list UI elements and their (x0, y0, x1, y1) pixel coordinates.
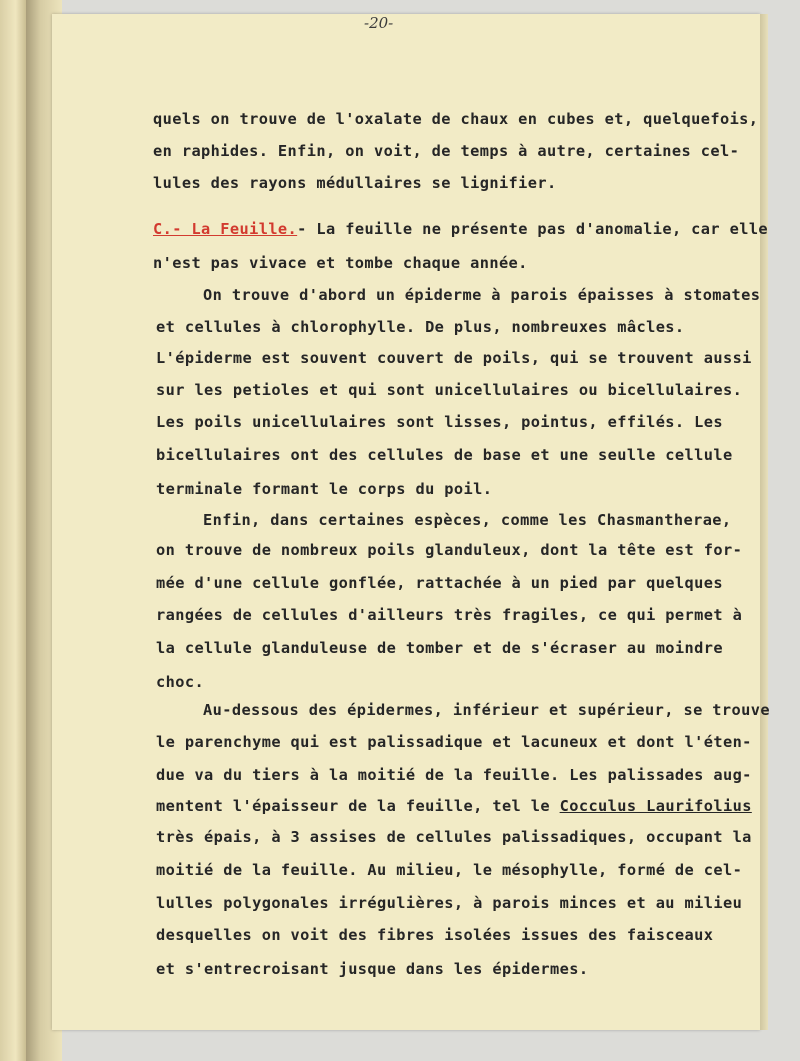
text-line: la cellule glanduleuse de tomber et de s'écraser au moindre (156, 639, 723, 657)
text-line-with-species (156, 797, 752, 815)
text-line: choc. (156, 673, 205, 691)
text-line: rangées de cellules d'ailleurs très fragiles, ce qui permet à (156, 606, 743, 624)
text-line: Au-dessous des épidermes, inférieur et supérieur, se trouve (203, 701, 770, 719)
text-line: bicellulaires ont des cellules de base et une seulle cellule (156, 446, 733, 464)
text-line: La feuille ne présente pas d'anomalie, car elle (316, 220, 769, 238)
left-page-edge (0, 0, 26, 1061)
text-line: lules des rayons médullaires se lignifier. (153, 174, 557, 192)
text-line: lulles polygonales irrégulières, à parois minces et au milieu (156, 894, 743, 912)
text-line: en raphides. Enfin, on voit, de temps à autre, certaines cel- (153, 142, 740, 160)
text-line: mée d'une cellule gonflée, rattachée à un pied par quelques (156, 574, 723, 592)
section-heading-line (153, 220, 768, 238)
text-line: Enfin, dans certaines espèces, comme les Chasmantherae, (203, 511, 732, 529)
text-line: et s'entrecroisant jusque dans les épidermes. (156, 960, 589, 978)
text-line: on trouve de nombreux poils glanduleux, dont la tête est for- (156, 541, 743, 559)
text-line: quels on trouve de l'oxalate de chaux en cubes et, quelquefois, (153, 110, 759, 128)
text-line: le parenchyme qui est palissadique et lacuneux et dont l'éten- (156, 733, 752, 751)
text-line: L'épiderme est souvent couvert de poils, qui se trouvent aussi (156, 349, 752, 367)
text-line: due va du tiers à la moitié de la feuille. Les palissades aug- (156, 766, 752, 784)
text-line: très épais, à 3 assises de cellules palissadiques, occupant la (156, 828, 752, 846)
species-name: Cocculus Laurifolius (559, 797, 752, 815)
text-line: On trouve d'abord un épiderme à parois épaisses à stomates (203, 286, 761, 304)
heading-dash: - (297, 220, 317, 238)
text-line: terminale formant le corps du poil. (156, 480, 493, 498)
text-line: n'est pas vivace et tombe chaque année. (153, 254, 528, 272)
text-line: Les poils unicellulaires sont lisses, pointus, effilés. Les (156, 413, 723, 431)
text-line: desquelles on voit des fibres isolées issues des faisceaux (156, 926, 714, 944)
section-heading: C.- La Feuille. (153, 220, 298, 238)
text-line: et cellules à chlorophylle. De plus, nombreuxes mâcles. (156, 318, 685, 336)
page-edge (760, 14, 768, 1030)
text-line: moitié de la feuille. Au milieu, le mésophylle, formé de cel- (156, 861, 743, 879)
text-line: sur les petioles et qui sont unicellulaires ou bicellulaires. (156, 381, 743, 399)
text-line: mentent l'épaisseur de la feuille, tel le (156, 797, 560, 815)
page-number: -20- (364, 14, 394, 32)
